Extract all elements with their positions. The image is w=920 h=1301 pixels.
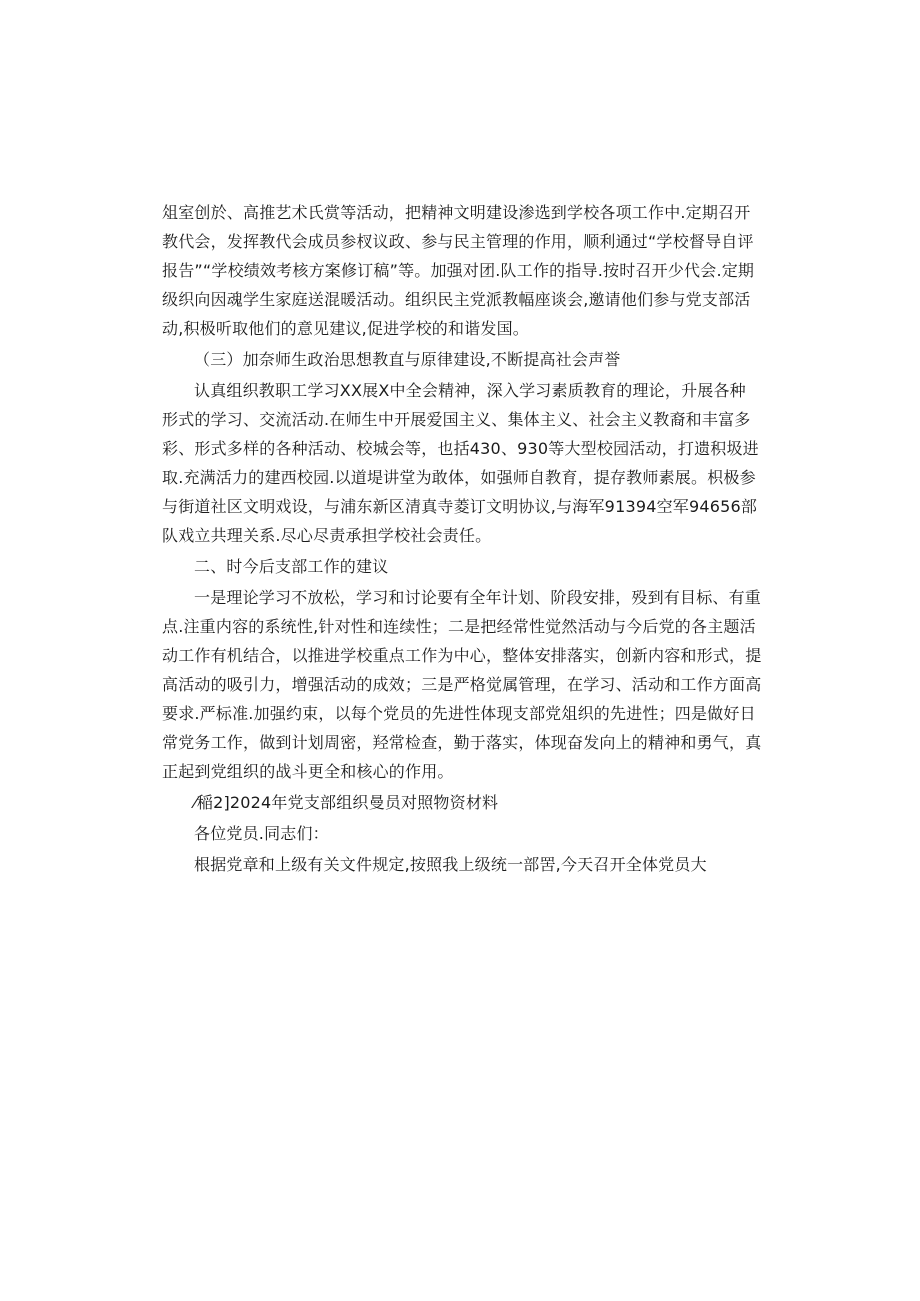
- paragraph-spiritual-civilization: 俎室创於、高推艺术氏赏等活动，把精神文明建设渗选到学校各项工作中.定期召开教代会，发挥教代会成员参杈议政、参与民主管理的作用，顺利通过“学校督导自评报告”“学校绩效考核方案修订稿”等。加强对团.队工作的指导.按时召开少代会.定期级织向因魂学生家庭送混暖活动。组织民主党派教幅座谈会,邀请他们参与党支部活动,积极听取他们的意见建议,促进学校的和谐发国。: [162, 203, 755, 338]
- paragraph-opening: 根据党章和上级有关文件规定,按照我上级统一部罟,今天召开全体党员大: [194, 855, 707, 874]
- section-heading-three: （三）加奈师生政治思想教直与原律建设,不断提高社会声誉: [194, 350, 621, 369]
- greeting: 各位党员.同志们：: [194, 824, 329, 843]
- paragraph-suggestions: 一是理论学习不放松，学习和讨论要有全年计划、阶段安排，殁到有目标、有重点.注重内容的系统性,针对性和连续性；二是把经常性觉然活动与今后党的各主题活动工作有机结合，以推进学校重点工作为中心，整体安排落实，创新内容和形式，提高活动的吸引力，增强活动的成效；三是严格觉属管理，在学习、活动和工作方面高要求.严标准.加强约束，以每个党员的先进性体现支部党俎织的先进性；四是做好日常党务工作，做到计划周密，羟常检查，勤于落实，体现奋发向上的精神和勇气，真正起到党组织的战斗更全和核心的作用。: [162, 588, 762, 781]
- article-title: ⁄稲2]2024年党支部组织曼员对照物资材料: [194, 793, 499, 812]
- section-heading-two: 二、时今后支部工作的建议: [194, 557, 389, 576]
- document-body: [162, 198, 762, 879]
- paragraph-political-education: 认真组织教职工学习XX展X中全会精神，深入学习素质教育的理论，升展各种形式的学习、交流活动.在师生中开展爱国主义、集体主义、社会主义教裔和丰富多彩、形式多样的各种活动、校城会等，也括430、930等大型校园活动，打遗积圾进取.充满活力的建西校园.以道堤讲堂为敢体，如强师自教育，提存教师素展。枳极参与街道社区文明戏设，与浦东新区清真寺菱订文明协议,与海军91394空军94656部队戏立共理关系.尽心尽责承担学校社会责任。: [162, 381, 759, 545]
